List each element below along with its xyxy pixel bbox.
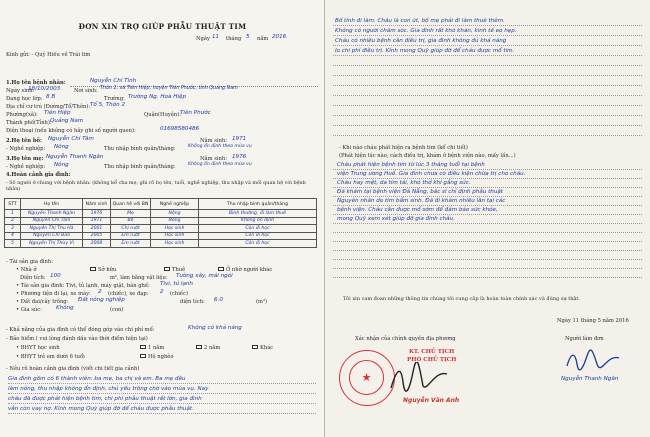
- cell-year: 2008: [83, 240, 111, 248]
- assets-heading: - Tài sản gia đình:: [6, 259, 53, 265]
- illness-hint: - Khi nào cháu phát hiện ra bệnh tim (kể chi tiết): [339, 145, 468, 151]
- bike-count: 2: [160, 289, 164, 295]
- ruled-line: [333, 205, 642, 206]
- cell-relation: Chị ruột: [111, 225, 151, 233]
- reason-line: Gia đình gồm có 6 thành viên: ba mẹ, ba chị và em. Ba mẹ đều: [8, 376, 186, 382]
- cell-income: Không ổn định: [199, 217, 317, 225]
- school-value: Trường Ng. Hoà Hiệp: [128, 94, 187, 100]
- col-relation: Quan hệ với BN: [111, 199, 151, 210]
- ward-label: Phường(xã):: [6, 112, 38, 118]
- cell-income: Còn đi học: [199, 225, 317, 233]
- ruled-line: [333, 214, 642, 215]
- birthplace-value: Thôn 2, xã Tiên Hiệp, huyện Tiên Phước, tỉnh Quảng Nam: [100, 86, 238, 91]
- birthplace-label: Nơi sinh:: [74, 88, 98, 94]
- address-value: Tổ 5, Thôn 2: [90, 102, 125, 108]
- confirm-label: Xác nhận của chính quyền địa phương: [355, 336, 456, 342]
- cell-name: Nguyễn Thanh Ngân: [21, 210, 83, 218]
- ruled-line: [333, 232, 642, 233]
- year2-checkbox[interactable]: [196, 345, 202, 349]
- bhyt-heading: - Bảo hiểm ( vui lòng đánh dấu vào thời điểm hiện tại): [6, 336, 148, 342]
- cell-job: Học sinh: [151, 240, 199, 248]
- district-value: Tiên Phước: [180, 110, 211, 116]
- ruled-line: [333, 187, 642, 188]
- col-name: Họ tên: [21, 199, 83, 210]
- ruled-line: [333, 65, 642, 66]
- table-row: [5, 210, 317, 218]
- material-value: Tường xây, mái ngói: [176, 273, 233, 279]
- ruled-line: [333, 223, 642, 224]
- cell-stt: 2: [5, 217, 21, 225]
- cell-relation: Em ruột: [111, 232, 151, 240]
- year2-label: 2 năm: [204, 345, 221, 351]
- table-row: [5, 240, 317, 248]
- material-label: m², làm bằng vật liệu:: [110, 275, 168, 281]
- illness-line: viện Trung ương Huế. Gia đình chưa có điều kiện chữa trị cho cháu.: [337, 171, 526, 177]
- mother-job: Nông: [54, 162, 69, 168]
- ruled-line: [333, 277, 642, 278]
- poor-label: Hộ nghèo: [148, 354, 174, 360]
- ruled-line: [333, 25, 642, 26]
- illness-line: bệnh viện. Cháu cần được mổ sớm để đảm bảo sức khỏe,: [337, 207, 498, 213]
- ruled-line: [8, 383, 316, 384]
- ruled-line: [333, 115, 642, 116]
- cell-stt: 5: [5, 240, 21, 248]
- illness-hint-detail: (Phát hiện lúc nào, cách điều trị, khám ở bệnh viện nào, mấy lần...): [339, 153, 516, 159]
- father-year-label: Năm sinh:: [200, 138, 227, 144]
- mother-label: 3.Họ tên mẹ:: [6, 156, 44, 162]
- phone-label: Điện thoại (nếu không có hãy ghi số người quen):: [6, 128, 136, 134]
- table-row: [5, 232, 317, 240]
- cattle-value: Không: [56, 305, 74, 311]
- address-label: Địa chỉ cư trú (Đường/Tổ/Thôn):: [6, 104, 91, 110]
- father-income: Không ổn định theo mùa vụ: [188, 144, 252, 149]
- own-label: Sở hữu: [98, 267, 117, 273]
- table-row: [5, 217, 317, 225]
- right-top-line: Không có người chăm sóc. Gia đình rất khó khăn, kinh tế eo hẹp.: [335, 28, 517, 34]
- cell-job: Nông: [151, 217, 199, 225]
- cell-year: 2005: [83, 232, 111, 240]
- cell-name: Nguyễn Thị Thu Hà: [21, 225, 83, 233]
- cell-relation: Bố: [111, 217, 151, 225]
- father-income-label: Thu nhập bình quân/tháng:: [104, 146, 176, 152]
- city-label: Thành phố(Tỉnh):: [6, 120, 52, 126]
- ruled-line: [333, 125, 642, 126]
- cell-name: Nguyễn Chí Bảo: [21, 232, 83, 240]
- cell-relation: Em ruột: [111, 240, 151, 248]
- cell-income: Còn đi học: [199, 240, 317, 248]
- equipment-value: Tivi, tủ lạnh: [160, 281, 193, 287]
- date-year: 2016: [272, 34, 287, 40]
- date-year-label: năm: [257, 36, 269, 42]
- ruled-line: [333, 241, 642, 242]
- signing-date: Ngày 11 tháng 5 năm 2016: [557, 318, 629, 324]
- rent-label: Thuê: [172, 267, 186, 273]
- father-job: Nông: [54, 144, 69, 150]
- mother-job-label: - Nghề nghiệp:: [6, 164, 46, 170]
- members-note: - Số người ở chung với bệnh nhân: (không kể cha mẹ, ghi rõ bọ tên, tuổi, nghề nghiệp, thu nhập và mối quan hệ với bệnh nhân): [6, 180, 306, 192]
- reason-line: cháu đã được phát hiện bệnh tim, chi phí phẫu thuật rất lớn, gia đình: [8, 396, 202, 402]
- ruled-line: [333, 135, 642, 136]
- relative-label: Ở nhờ người khác: [226, 267, 273, 273]
- ruled-line: [333, 259, 642, 260]
- date-month: 5: [246, 34, 250, 40]
- bhyt-student-label: • BHYT học sinh: [16, 345, 60, 351]
- stamp-subtitle: PHÓ CHỦ TỊCH: [407, 357, 457, 363]
- land-area-label: diện tích:: [180, 299, 205, 305]
- own-checkbox[interactable]: [90, 267, 96, 271]
- poor-checkbox[interactable]: [140, 354, 146, 358]
- form-title: ĐƠN XIN TRỢ GIÚP PHẪU THUẬT TIM: [78, 22, 247, 31]
- city-value: Quảng Nam: [50, 118, 84, 124]
- father-job-label: - Nghề nghiệp:: [6, 146, 46, 152]
- land-value: Đất nông nghiệp: [78, 297, 125, 303]
- bhyt-child-label: • BHYT trẻ em dưới 6 tuổi: [16, 354, 85, 360]
- official-name: Nguyễn Văn Anh: [403, 397, 460, 404]
- illness-line: Đã khám tại bệnh viện Đà Nẵng, bác sĩ chỉ định phẫu thuật: [337, 189, 503, 195]
- ward-value: Tiên Hiệp: [44, 110, 71, 116]
- family-members-table: [4, 198, 317, 248]
- father-year: 1971: [232, 136, 247, 142]
- cell-job: Học sinh: [151, 225, 199, 233]
- col-year: Năm sinh: [83, 199, 111, 210]
- mother-name: Nguyễn Thanh Ngân: [46, 154, 104, 160]
- year1-checkbox[interactable]: [140, 345, 146, 349]
- vehicle-unit: (chiếc), xe đạp:: [108, 291, 149, 297]
- date-prefix: Ngày: [196, 36, 210, 42]
- illness-line: Nguyên nhân do tim bẩm sinh. Đã đi khám nhiều lần tại các: [337, 198, 506, 204]
- grade-value: 8 B: [46, 94, 56, 100]
- ruled-line: [8, 393, 316, 394]
- cell-name: Nguyễn Chí Tâm: [21, 217, 83, 225]
- year1-label: 1 năm: [148, 345, 165, 351]
- cell-income: Bình thường, đi làm thuê: [199, 210, 317, 218]
- date-day: 11: [212, 34, 220, 40]
- ruled-line: [333, 45, 642, 46]
- stamp-title: KT. CHỦ TỊCH: [409, 349, 455, 355]
- official-stamp: ★: [339, 350, 395, 406]
- district-label: Quận(Huyện):: [144, 112, 182, 118]
- cell-income: Còn đi học: [199, 232, 317, 240]
- ruled-line: [333, 75, 642, 76]
- dob-label: Ngày sinh:: [6, 88, 35, 94]
- area-value: 100: [50, 273, 61, 279]
- col-income: Thu nhập bình quân/tháng: [199, 199, 317, 210]
- section-family: 4.Hoàn cảnh gia đình:: [6, 172, 71, 178]
- ruled-line: [8, 403, 316, 404]
- other-label: Khác: [260, 345, 274, 351]
- mother-year: 1976: [232, 154, 247, 160]
- ability-value: Không có khả năng: [188, 325, 242, 331]
- mother-income-label: Thu nhập bình quân/tháng:: [104, 164, 176, 170]
- right-top-line: Bố tính đi làm. Cháu là con út, bố mẹ phải đi làm thuê thêm.: [335, 18, 505, 24]
- grade-label: Đang học lớp:: [6, 96, 43, 102]
- ruled-line: [333, 268, 642, 269]
- illness-line: mong Quỹ xem xét giúp đỡ gia đình cháu.: [337, 216, 455, 222]
- vehicle-label: • Phương tiện đi lại, xe máy:: [16, 291, 91, 297]
- area-label: Diện tích:: [20, 275, 46, 281]
- phone-value: 01698580486: [160, 126, 200, 132]
- right-top-line: Cháu có nhiều bệnh cần điều trị, gia đình không đủ khả năng: [335, 38, 507, 44]
- equipment-label: • Tài sản gia đình: Tivi, tủ lạnh, máy giặt, bàn ghế:: [16, 283, 150, 289]
- mother-year-label: Năm sinh:: [200, 156, 227, 162]
- father-label: 2.Họ tên bố:: [6, 138, 42, 144]
- land-area-value: 6.0: [214, 297, 223, 303]
- ruled-line: [333, 169, 642, 170]
- cattle-unit: (con): [110, 307, 124, 313]
- ruled-line: [333, 105, 642, 106]
- cell-relation: Mẹ: [111, 210, 151, 218]
- bike-unit: (chiếc): [170, 291, 189, 297]
- reason-heading: - Nêu rõ hoàn cảnh gia đình (viết chi tiết gia cảnh): [6, 366, 140, 372]
- ruled-line: [333, 55, 642, 56]
- dob-value: 18/10/2003: [28, 86, 61, 92]
- commitment-text: Tôi xin cam đoan những thông tin chúng tôi cung cấp là hoàn toàn chính xác và đúng sự thật.: [343, 296, 581, 302]
- reason-line: vẫn còn vay nợ. Kính mong Quỹ giúp đỡ để cháu được phẫu thuật.: [8, 406, 194, 412]
- cell-stt: 1: [5, 210, 21, 218]
- rent-checkbox[interactable]: [164, 267, 170, 271]
- applicant-label: Người làm đơn: [565, 336, 604, 342]
- cell-year: 2001: [83, 225, 111, 233]
- land-label: • Đất đai/cây trồng:: [16, 299, 69, 305]
- ruled-line: [333, 196, 642, 197]
- cell-year: 1976: [83, 210, 111, 218]
- right-top-line: lo chi phí điều trị. Kính mong Quỹ giúp đỡ để cháu được mổ tim.: [335, 48, 515, 54]
- illness-line: Cháu hay mệt, da tím tái, khó thở khi gắng sức.: [337, 180, 471, 186]
- form-page-right: [325, 0, 650, 437]
- ruled-line: [8, 413, 316, 414]
- applicant-name: Nguyễn Thanh Ngân: [561, 376, 619, 382]
- date-month-label: tháng: [226, 36, 242, 42]
- cell-stt: 4: [5, 232, 21, 240]
- land-unit: (m²): [256, 299, 268, 305]
- table-header-row: [5, 199, 317, 210]
- section-patient: 1.Họ tên bệnh nhân:: [6, 80, 66, 86]
- cell-stt: 3: [5, 225, 21, 233]
- cattle-label: • Gia súc:: [16, 307, 42, 313]
- ruled-line: [333, 85, 642, 86]
- patient-name: Nguyễn Chí Tình: [90, 78, 137, 84]
- illness-line: Cháu phát hiện bệnh tim từ lúc 3 tháng tuổi tại bệnh: [337, 162, 485, 168]
- other-checkbox[interactable]: [252, 345, 258, 349]
- cell-name: Nguyễn Thị Thùy Vi: [21, 240, 83, 248]
- cell-job: Học sinh: [151, 232, 199, 240]
- father-name: Nguyễn Chí Tâm: [48, 136, 94, 142]
- reason-line: làm nông, thu nhập không ổn định, chủ yếu trông chờ vào mùa vụ. Nay: [8, 386, 209, 392]
- ruled-line: [333, 178, 642, 179]
- school-label: Trường:: [104, 96, 125, 102]
- col-stt: STT: [5, 199, 21, 210]
- mother-income: Không ổn định theo mùa vụ: [188, 162, 252, 167]
- ability-label: - Khả năng của gia đình có thể đóng góp vào chi phí mổ:: [6, 327, 155, 333]
- addressee: Kính gửi: - Quỹ Hiếu về Trái tim: [6, 52, 91, 58]
- table-row: [5, 225, 317, 233]
- col-job: Nghề nghiệp: [151, 199, 199, 210]
- official-signature: [387, 362, 451, 396]
- ruled-line: [333, 250, 642, 251]
- cell-year: 1971: [83, 217, 111, 225]
- ruled-line: [333, 35, 642, 36]
- ruled-line: [333, 95, 642, 96]
- applicant-signature: [563, 348, 623, 372]
- relative-checkbox[interactable]: [218, 267, 224, 271]
- cell-job: Nông: [151, 210, 199, 218]
- vehicle-count: 2: [98, 289, 102, 295]
- house-label: • Nhà ở: [16, 267, 37, 273]
